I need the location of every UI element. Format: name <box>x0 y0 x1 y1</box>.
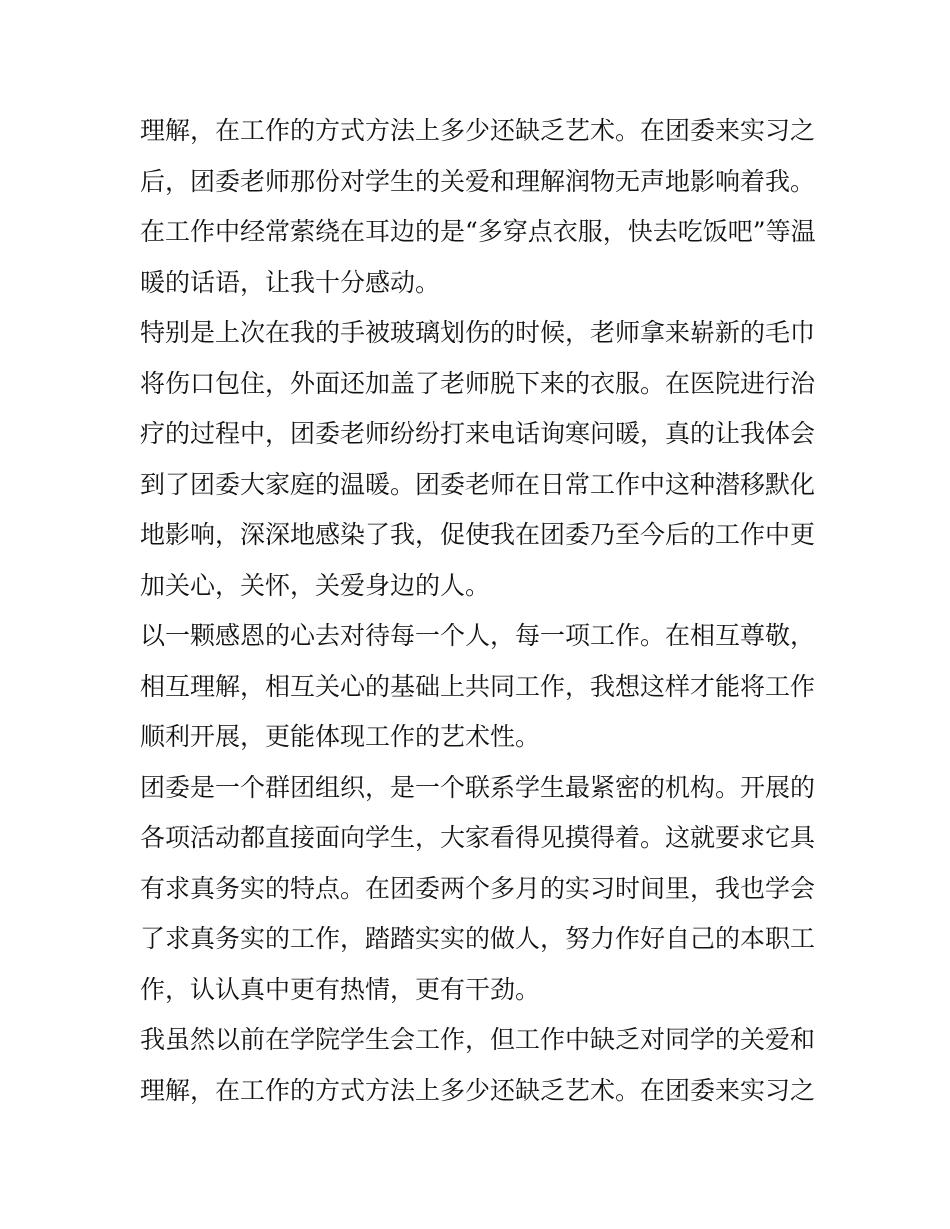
text-line: 到了团委大家庭的温暖。团委老师在日常工作中这种潜移默化 <box>140 469 816 499</box>
text-line: 后，团委老师那份对学生的关爱和理解润物无声地影响着我。 <box>140 166 816 196</box>
text-line: 疗的过程中，团委老师纷纷打来电话询寒问暖，真的让我体会 <box>140 419 816 448</box>
text-line: 有求真务实的特点。在团委两个多月的实习时间里，我也学会 <box>140 873 816 903</box>
text-line: 暖的话语，让我十分感动。 <box>140 267 441 297</box>
text-line: 将伤口包住，外面还加盖了老师脱下来的衣服。在医院进行治 <box>140 368 816 398</box>
text-line: 特别是上次在我的手被玻璃划伤的时候，老师拿来崭新的毛巾 <box>140 318 816 347</box>
text-line: 在工作中经常萦绕在耳边的是“多穿点衣服，快去吃饭吧”等温 <box>140 217 816 246</box>
text-line: 顺利开展，更能体现工作的艺术性。 <box>140 722 541 751</box>
text-line: 地影响，深深地感染了我，促使我在团委乃至今后的工作中更 <box>140 520 816 549</box>
text-line: 以一颗感恩的心去对待每一个人，每一项工作。在相互尊敬， <box>140 621 816 650</box>
text-line: 理解，在工作的方式方法上多少还缺乏艺术。在团委来实习之 <box>140 1075 816 1105</box>
text-line: 各项活动都直接面向学生，大家看得见摸得着。这就要求它具 <box>140 823 816 852</box>
text-line: 团委是一个群团组织，是一个联系学生最紧密的机构。开展的 <box>140 772 816 802</box>
text-line: 了求真务实的工作，踏踏实实的做人，努力作好自己的本职工 <box>140 924 816 953</box>
text-line: 相互理解，相互关心的基础上共同工作，我想这样才能将工作 <box>140 671 816 701</box>
text-line: 加关心，关怀，关爱身边的人。 <box>140 570 491 600</box>
document-body <box>140 106 816 1116</box>
text-line: 理解，在工作的方式方法上多少还缺乏艺术。在团委来实习之 <box>140 116 816 145</box>
text-line: 我虽然以前在学院学生会工作，但工作中缺乏对同学的关爱和 <box>140 1025 816 1054</box>
text-line: 作，认认真中更有热情，更有干劲。 <box>140 974 541 1004</box>
